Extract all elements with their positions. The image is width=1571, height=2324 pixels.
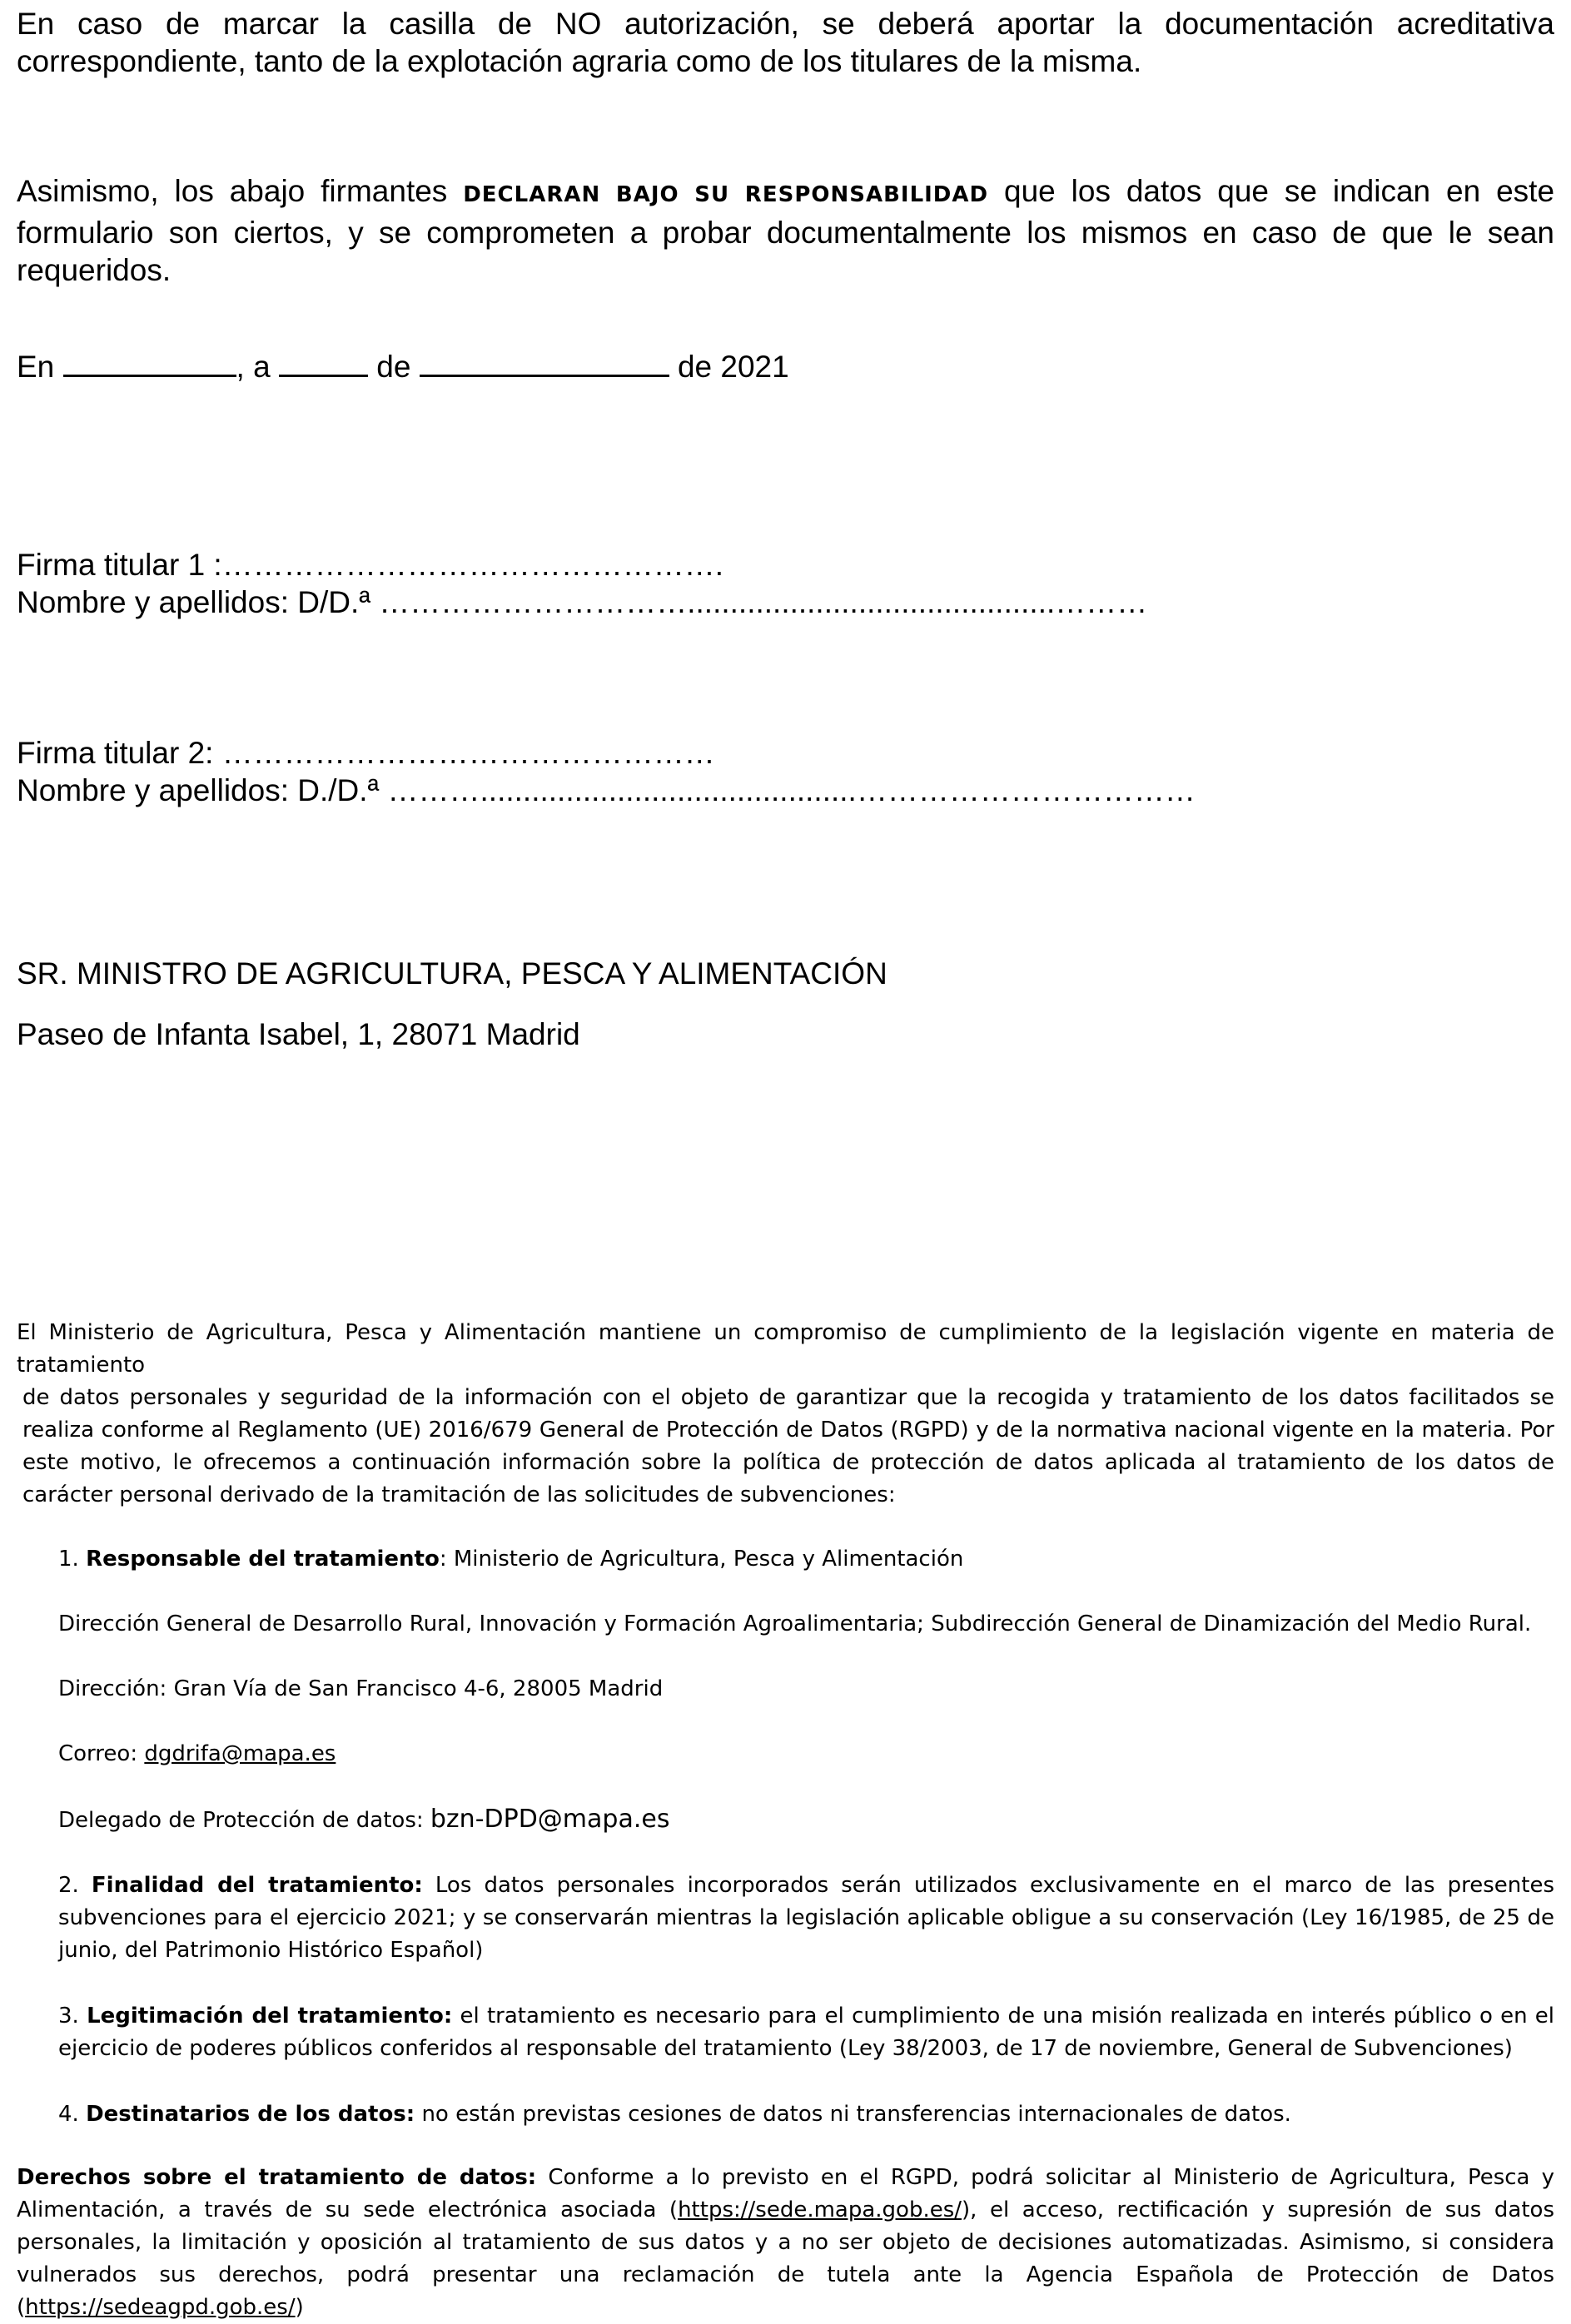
item-2-number: 2. — [58, 1873, 79, 1898]
sedeagpd-link[interactable]: https://sedeagpd.gob.es/ — [25, 2295, 296, 2320]
derechos-text-3: ) — [295, 2295, 304, 2320]
no-autorizacion-paragraph — [17, 5, 1554, 80]
no-autorizacion-text: En caso de marcar la casilla de NO autorización, se deberá aportar la documentación acreditativa correspondiente, tanto de la explotación agraria como de los titulares de la misma. — [17, 7, 1554, 78]
correo-label: Correo: — [58, 1741, 138, 1766]
delegado — [17, 1803, 1571, 1837]
privacy-item-3 — [17, 2000, 1554, 2065]
direccion-text: Dirección: Gran Vía de San Francisco 4-6, 28005 Madrid — [58, 1676, 664, 1701]
place-blank[interactable] — [63, 346, 236, 377]
derechos-title: Derechos sobre el tratamiento de datos: — [17, 2165, 537, 2190]
item-3-title: Legitimación del tratamiento: — [87, 2004, 453, 2029]
day-blank[interactable] — [279, 346, 368, 377]
direccion-general — [17, 1608, 1571, 1641]
item-4-title: Destinatarios de los datos: — [86, 2102, 415, 2127]
delegado-label: Delegado de Protección de datos: — [58, 1808, 424, 1833]
nombre-apellidos-2[interactable]: Nombre y apellidos: D./D.ª ………............................................…………………………… — [17, 773, 1196, 807]
derechos-text-1: Conforme a lo previsto en el RGPD, podrá solicitar al Ministerio de Agricultura, Pesca y Alimentación, a través de su sede electrónica asociada ( — [17, 2165, 1554, 2222]
correo-link[interactable]: dgdrifa@mapa.es — [144, 1741, 336, 1766]
firma-titular-1[interactable]: Firma titular 1 :…………………………………………. — [17, 548, 723, 582]
sede-mapa-link[interactable]: https://sede.mapa.gob.es/ — [678, 2197, 962, 2222]
month-blank[interactable] — [420, 346, 669, 377]
privacy-intro-rest: de datos personales y seguridad de la información con el objeto de garantizar que la recogida y tratamiento de los datos facilitados se realiza conforme al Reglamento (UE) 2016/679 General de Protección de Datos (RGPD) y de la normativa nacional vigente en la materia. Por este motivo, le ofrecemos a continuación información sobre la política de protección de datos aplicada al tratamiento de los datos de carácter personal derivado de la tramitación de las solicitudes de subvenciones: — [22, 1385, 1554, 1507]
direccion — [17, 1673, 1571, 1706]
recipient-address: Paseo de Infanta Isabel, 1, 28071 Madrid — [17, 1017, 580, 1051]
item-1-number: 1. — [58, 1547, 79, 1572]
item-2-text: Los datos personales incorporados serán utilizados exclusivamente en el marco de las presentes subvenciones para el ejercicio 2021; y se conservarán mientras la legislación aplicable obligue a su conservación (Ley 16/1985, de 25 de junio, del Patrimonio Histórico Español) — [58, 1873, 1554, 1963]
item-3-text: el tratamiento es necesario para el cumplimiento de una misión realizada en interés público o en el ejercicio de poderes públicos conferidos al responsable del tratamiento (Ley 38/2003, de 17 de noviembre, General de Subvenciones) — [58, 2004, 1555, 2061]
item-1-text: : Ministerio de Agricultura, Pesca y Alimentación — [439, 1547, 964, 1572]
direccion-general-text: Dirección General de Desarrollo Rural, Innovación y Formación Agroalimentaria; Subdirección General de Dinamización del Medio Rural. — [58, 1611, 1532, 1636]
correo — [17, 1738, 1571, 1770]
privacy-intro-line1: El Ministerio de Agricultura, Pesca y Alimentación mantiene un compromiso de cumplimiento de la legislación vigente en materia de tratamiento — [17, 1320, 1554, 1378]
item-3-number: 3. — [58, 2004, 79, 2029]
declaracion-pre: Asimismo, los abajo firmantes — [17, 174, 448, 208]
item-4-number: 4. — [58, 2102, 79, 2127]
declaracion-paragraph — [17, 172, 1554, 289]
recipient-title: SR. MINISTRO DE AGRICULTURA, PESCA Y ALIMENTACIÓN — [17, 956, 887, 991]
derechos-text-2: ), el acceso, rectificación y supresión de sus datos personales, la limitación y oposición al tratamiento de sus datos y a no ser objeto de decisiones automatizadas. Asimismo, si considera vulnerados sus derechos, podrá presentar una reclamación de tutela ante la Agencia Española de Protección de Datos ( — [17, 2197, 1554, 2320]
derechos-paragraph — [17, 2162, 1554, 2324]
place-date-en: En — [17, 350, 55, 384]
firma-titular-2[interactable]: Firma titular 2: ………………………………………… — [17, 736, 715, 770]
place-date-de2: de 2021 — [677, 350, 789, 384]
declaracion-emphasis: DECLARAN BAJO SU RESPONSABILIDAD — [463, 182, 989, 207]
place-date-de1: de — [376, 350, 411, 384]
signature-block-2 — [17, 734, 1554, 809]
privacy-item-4 — [17, 2098, 1571, 2131]
privacy-item-1 — [17, 1543, 1571, 1576]
privacy-intro — [17, 1317, 1554, 1512]
item-1-title: Responsable del tratamiento — [86, 1547, 440, 1572]
delegado-email: bzn-DPD@mapa.es — [430, 1805, 670, 1834]
place-date-line — [17, 346, 1554, 385]
recipient-line-1 — [17, 955, 1554, 992]
recipient-line-2 — [17, 1016, 1554, 1053]
place-date-a: , a — [236, 350, 271, 384]
privacy-item-2 — [17, 1870, 1554, 1967]
declaracion-post: que los datos que se indican en este formulario son ciertos, y se comprometen a probar documentalmente los mismos en caso de que le sean requeridos. — [17, 174, 1555, 287]
signature-block-1 — [17, 546, 1554, 621]
item-2-title: Finalidad del tratamiento: — [91, 1873, 423, 1898]
item-4-text: no están previstas cesiones de datos ni transferencias internacionales de datos. — [421, 2102, 1291, 2127]
nombre-apellidos-1[interactable]: Nombre y apellidos: D/D.ª …………………………...........................................……… — [17, 585, 1148, 619]
